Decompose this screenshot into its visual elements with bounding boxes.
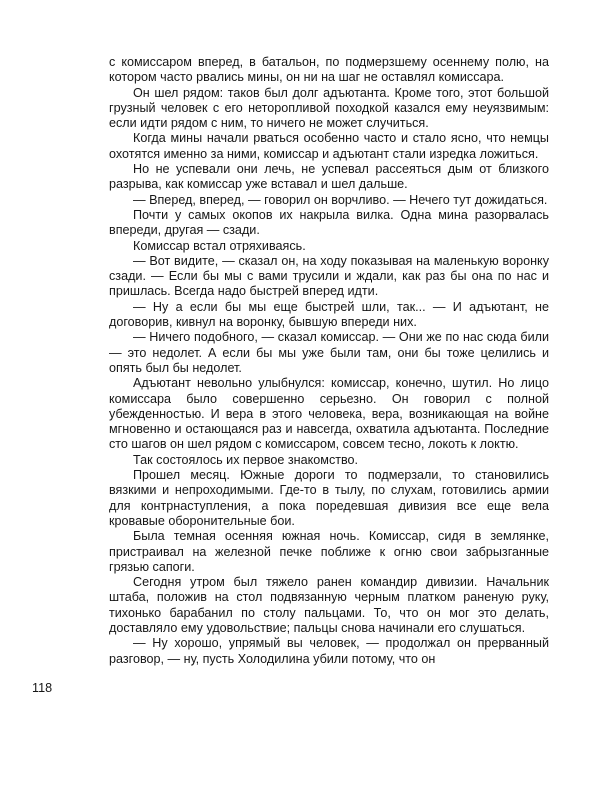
paragraph: Адъютант невольно улыбнулся: комиссар, конечно, шутил. Но лицо комиссара было совершенно серьезно. Он говорил с полной убежденностью. И вера в этого человека, вера, возникающая на войне мгновенно и остающаяся раз и навсегда, охватила адъютанта. Последние сто шагов он шел рядом с комиссаром, совсем тесно, локоть к локтю. xyxy=(109,376,549,452)
paragraph: Но не успевали они лечь, не успевал рассеяться дым от близкого разрыва, как комиссар уже вставал и шел дальше. xyxy=(109,162,549,192)
paragraph: — Вот видите, — сказал он, на ходу показывая на маленькую воронку сзади. — Если бы мы с вами трусили и ждали, как раз бы она по нас и пришлась. Всегда надо быстрей вперед идти. xyxy=(109,253,549,299)
paragraph: — Ну хорошо, упрямый вы человек, — продолжал он прерванный разговор, — ну, пусть Холодилина убили потому, что он xyxy=(109,636,549,666)
paragraph: — Ну а если бы мы еще быстрей шли, так... — И адъютант, не договорив, кивнул на воронку, бывшую впереди них. xyxy=(109,299,549,330)
paragraph: Почти у самых окопов их накрыла вилка. Одна мина разорвалась впереди, другая — сзади. xyxy=(109,207,549,238)
paragraph: Когда мины начали рваться особенно часто и стало ясно, что немцы охотятся именно за ними, комиссар и адъютант стали изредка ложиться. xyxy=(109,131,549,161)
page-body-text xyxy=(109,55,549,667)
paragraph: Так состоялось их первое знакомство. xyxy=(133,452,359,467)
paragraph: Прошел месяц. Южные дороги то подмерзали, то становились вязкими и непроходимыми. Где-то в тылу, по слухам, готовились армии для контрнаступления, а пока поредевшая дивизия все еще вела кровавые оборонительные бои. xyxy=(109,468,549,528)
paragraph: Он шел рядом: таков был долг адъютанта. Кроме того, этот большой грузный человек с его неторопливой походкой казался ему неуязвимым: если идти рядом с ним, то ничего не может случиться. xyxy=(109,85,549,131)
paragraph: с комиссаром вперед, в батальон, по подмерзшему осеннему полю, на котором часто рвались мины, он ни на шаг не оставлял комиссара. xyxy=(109,55,549,85)
paragraph: — Вперед, вперед, — говорил он ворчливо. — Нечего тут дожидаться. xyxy=(133,192,548,207)
paragraph: Была темная осенняя южная ночь. Комиссар, сидя в землянке, пристраивал на железной печке поближе к огню свои забрызганные грязью сапоги. xyxy=(109,529,549,574)
paragraph: Сегодня утром был тяжело ранен командир дивизии. Начальник штаба, положив на стол подвязанную черным платком раненую руку, тихонько барабанил по столу пальцами. То, что он мог это делать, доставляло ему удовольствие; пальцы снова начинали его слушаться. xyxy=(109,575,549,635)
paragraph: Комиссар встал отряхиваясь. xyxy=(133,238,306,253)
paragraph: — Ничего подобного, — сказал комиссар. — Они же по нас сюда били — это недолет. А если бы мы уже были там, они бы тоже целились и опять был бы недолет. xyxy=(109,330,549,375)
page-number: 118 xyxy=(32,681,53,695)
